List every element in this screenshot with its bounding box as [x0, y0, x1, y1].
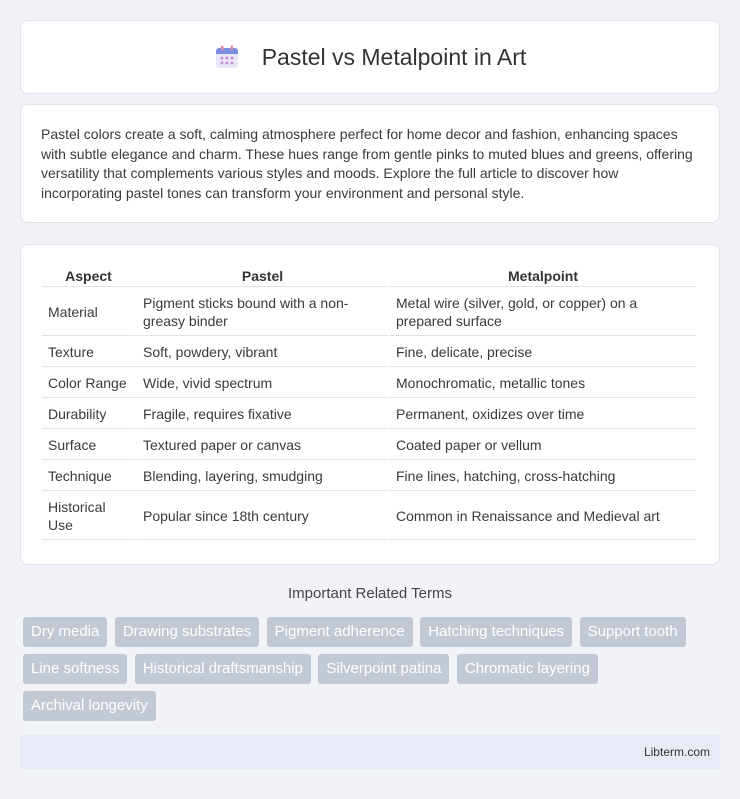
related-term-tag[interactable]: Dry media [23, 617, 107, 647]
header-card [20, 20, 720, 94]
related-term-tag[interactable]: Line softness [23, 654, 127, 684]
cell-metalpoint: Common in Renaissance and Medieval art [390, 493, 696, 540]
cell-aspect: Historical Use [42, 493, 135, 540]
table-row [42, 493, 696, 540]
table-row [42, 369, 696, 398]
cell-metalpoint: Monochromatic, metallic tones [390, 369, 696, 398]
cell-aspect: Material [42, 289, 135, 336]
related-term-tag[interactable]: Drawing substrates [115, 617, 259, 647]
table-row [42, 462, 696, 491]
cell-aspect: Surface [42, 431, 135, 460]
intro-text: Pastel colors create a soft, calming atmosphere perfect for home decor and fashion, enhancing spaces with subtle elegance and charm. These hues range from gentle pinks to muted blues and greens, offering versatility that complements various styles and moods. Explore the full article to discover how incorporating pastel tones can transform your environment and personal style. [41, 126, 693, 201]
header-aspect: Aspect [42, 265, 135, 287]
related-term-tag[interactable]: Chromatic layering [457, 654, 598, 684]
header-pastel: Pastel [137, 265, 388, 287]
cell-metalpoint: Metal wire (silver, gold, or copper) on a prepared surface [390, 289, 696, 336]
cell-pastel: Popular since 18th century [137, 493, 388, 540]
related-term-tag[interactable]: Pigment adherence [267, 617, 413, 647]
footer [20, 735, 720, 769]
cell-aspect: Durability [42, 400, 135, 429]
cell-pastel: Wide, vivid spectrum [137, 369, 388, 398]
related-term-tag[interactable]: Support tooth [580, 617, 686, 647]
calendar-icon [214, 44, 240, 70]
related-term-tag[interactable]: Hatching techniques [420, 617, 572, 647]
comparison-card [20, 244, 720, 565]
table-row [42, 338, 696, 367]
table-row [42, 289, 696, 336]
related-terms-list [23, 617, 723, 728]
cell-metalpoint: Permanent, oxidizes over time [390, 400, 696, 429]
related-term-tag[interactable]: Archival longevity [23, 691, 156, 721]
page-title: Pastel vs Metalpoint in Art [261, 43, 527, 70]
footer-site-link[interactable]: Libterm.com [643, 745, 710, 759]
related-terms-title: Important Related Terms [288, 585, 452, 602]
related-term-tag[interactable]: Historical draftsmanship [135, 654, 311, 684]
cell-aspect: Color Range [42, 369, 135, 398]
related-term-tag[interactable]: Silverpoint patina [318, 654, 449, 684]
cell-metalpoint: Fine, delicate, precise [390, 338, 696, 367]
cell-pastel: Pigment sticks bound with a non-greasy binder [137, 289, 388, 336]
cell-metalpoint: Fine lines, hatching, cross-hatching [390, 462, 696, 491]
table-header-row [42, 265, 696, 287]
table-row [42, 400, 696, 429]
header-metalpoint: Metalpoint [390, 265, 696, 287]
cell-aspect: Texture [42, 338, 135, 367]
comparison-table [40, 263, 698, 542]
cell-aspect: Technique [42, 462, 135, 491]
cell-metalpoint: Coated paper or vellum [390, 431, 696, 460]
cell-pastel: Blending, layering, smudging [137, 462, 388, 491]
table-row [42, 431, 696, 460]
cell-pastel: Fragile, requires fixative [137, 400, 388, 429]
cell-pastel: Textured paper or canvas [137, 431, 388, 460]
cell-pastel: Soft, powdery, vibrant [137, 338, 388, 367]
intro-card [20, 104, 720, 223]
